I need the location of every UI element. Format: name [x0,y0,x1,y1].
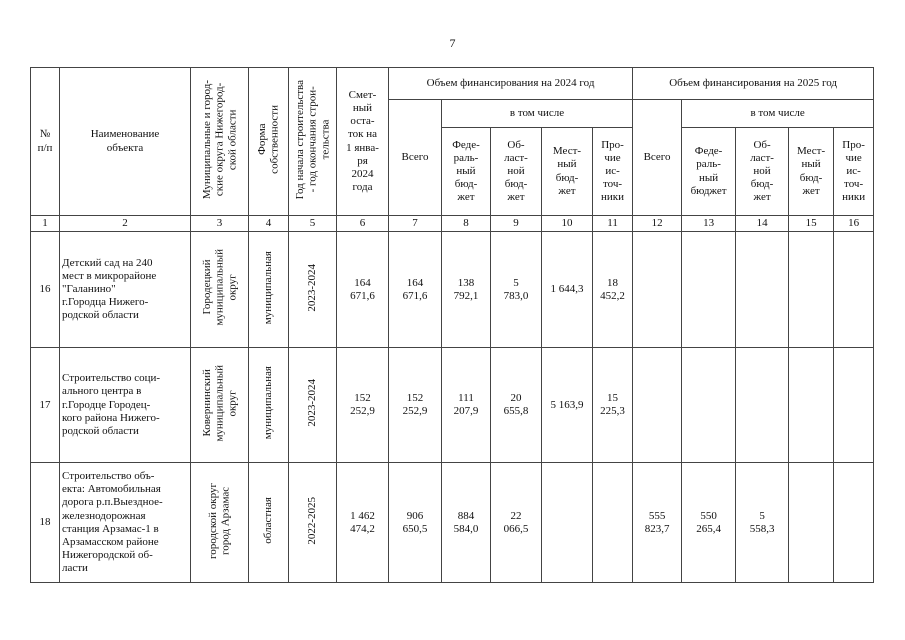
other-2024: 15 225,3 [593,348,633,463]
ownership: муниципальная [249,232,289,348]
column-number: 7 [389,216,442,232]
table-row [31,232,874,348]
page-number: 7 [449,36,456,50]
column-number-row [31,216,874,232]
header-total-2024: Всего [389,100,442,216]
local-2025 [789,348,834,463]
header-incl-2025: в том числе [682,100,874,128]
header-fin-2024: Объем финансирования на 2024 год [389,68,633,100]
remainder: 164 671,6 [337,232,389,348]
total-2024: 152 252,9 [389,348,442,463]
other-2024 [593,463,633,583]
other-2025 [834,348,874,463]
federal-2024: 138 792,1 [442,232,491,348]
header-federal-2025: Феде- раль- ный бюджет [682,128,736,216]
table-row [31,463,874,583]
object-name: Детский сад на 240 мест в микрорайоне "Галанино" г.Городца Нижего- родской области [60,232,191,348]
column-number: 8 [442,216,491,232]
column-number: 14 [736,216,789,232]
financing-table [30,67,874,583]
column-number: 10 [542,216,593,232]
header-total-2025: Всего [633,100,682,216]
federal-2025 [682,348,736,463]
column-number: 4 [249,216,289,232]
regional-2025: 5 558,3 [736,463,789,583]
remainder: 1 462 474,2 [337,463,389,583]
table-row [31,348,874,463]
years: 2023-2024 [289,232,337,348]
column-number: 9 [491,216,542,232]
column-number: 2 [60,216,191,232]
total-2024: 164 671,6 [389,232,442,348]
local-2024 [542,463,593,583]
row-number: 17 [31,348,60,463]
years: 2022-2025 [289,463,337,583]
column-number: 6 [337,216,389,232]
regional-2024: 22 066,5 [491,463,542,583]
federal-2024: 884 584,0 [442,463,491,583]
object-name: Строительство соци- ального центра в г.Городце Городец- кого района Нижего- родской области [60,348,191,463]
header-num: № п/п [31,68,60,216]
ownership: муниципальная [249,348,289,463]
header-federal-2024: Феде- раль- ный бюд- жет [442,128,491,216]
column-number: 12 [633,216,682,232]
remainder: 152 252,9 [337,348,389,463]
years: 2023-2024 [289,348,337,463]
header-other-2025: Про- чие ис- точ- ники [834,128,874,216]
regional-2024: 20 655,8 [491,348,542,463]
header-name: Наименование объекта [60,68,191,216]
total-2025 [633,348,682,463]
header-local-2024: Мест- ный бюд- жет [542,128,593,216]
header-years: Год начала строительства - год окончания строи- тельства [289,68,337,216]
column-number: 11 [593,216,633,232]
header-incl-2024: в том числе [442,100,633,128]
header-ownership: Форма собственности [249,68,289,216]
column-number: 5 [289,216,337,232]
ownership: областная [249,463,289,583]
municipality: Городецкий муниципальный округ [191,232,249,348]
header-remainder: Смет- ный оста- ток на 1 янва- ря 2024 года [337,68,389,216]
local-2025 [789,232,834,348]
header-regional-2025: Об- ласт- ной бюд- жет [736,128,789,216]
regional-2025 [736,348,789,463]
header-municipality: Муниципальные и город- ские округа Нижегород- ской области [191,68,249,216]
local-2025 [789,463,834,583]
federal-2024: 111 207,9 [442,348,491,463]
total-2024: 906 650,5 [389,463,442,583]
total-2025: 555 823,7 [633,463,682,583]
column-number: 13 [682,216,736,232]
header-other-2024: Про- чие ис- точ- ники [593,128,633,216]
federal-2025 [682,232,736,348]
other-2025 [834,463,874,583]
local-2024: 5 163,9 [542,348,593,463]
header-local-2025: Мест- ный бюд- жет [789,128,834,216]
column-number: 15 [789,216,834,232]
header-fin-2025: Объем финансирования на 2025 год [633,68,874,100]
municipality: городской округ город Арзамас [191,463,249,583]
column-number: 16 [834,216,874,232]
row-number: 16 [31,232,60,348]
column-number: 1 [31,216,60,232]
column-number: 3 [191,216,249,232]
other-2024: 18 452,2 [593,232,633,348]
local-2024: 1 644,3 [542,232,593,348]
federal-2025: 550 265,4 [682,463,736,583]
municipality: Ковернинский муниципальный округ [191,348,249,463]
row-number: 18 [31,463,60,583]
total-2025 [633,232,682,348]
header-regional-2024: Об- ласт- ной бюд- жет [491,128,542,216]
object-name: Строительство объ- екта: Автомобильная дорога р.п.Выездное- железнодорожная станция Арзамас-1 в Арзамасском районе Нижегородской об- ласти [60,463,191,583]
regional-2025 [736,232,789,348]
regional-2024: 5 783,0 [491,232,542,348]
other-2025 [834,232,874,348]
